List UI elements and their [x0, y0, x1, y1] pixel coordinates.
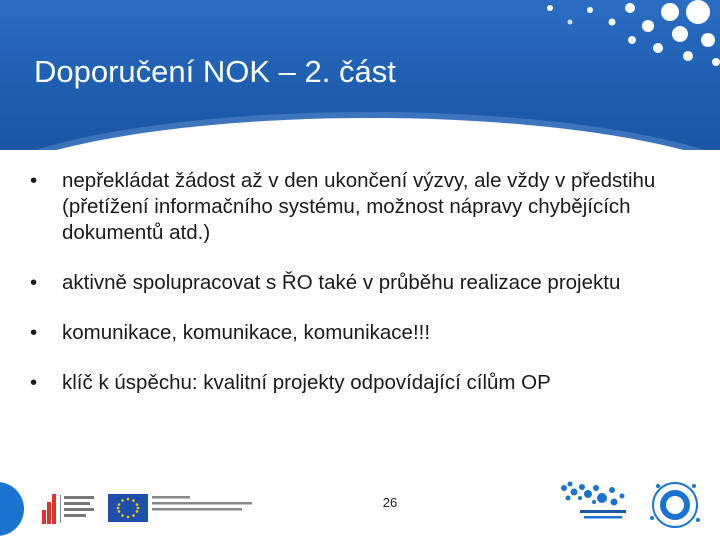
operacni-program-technicka-pomoc-logo [40, 490, 100, 526]
bullet-symbol: • [30, 321, 38, 344]
ministerstvo-pro-mistni-rozvoj-logo [644, 478, 706, 532]
bullet-symbol: • [30, 271, 38, 294]
bullet-item [30, 168, 700, 246]
bullet-item [30, 370, 700, 396]
bullet-item [30, 270, 700, 296]
bullet-list [30, 168, 700, 396]
narodni-organ-pro-koordinaci-logo [556, 478, 636, 526]
bullet-text: nepřekládat žádost až v den ukončení výzvy, ale vždy v předstihu (přetížení informačního systému, možnost nápravy chybějících dokumentů atd.) [62, 169, 656, 244]
bullet-item [30, 320, 700, 346]
bullet-symbol: • [30, 169, 38, 192]
bullet-text: komunikace, komunikace, komunikace!!! [62, 321, 431, 344]
decorative-circle [0, 482, 24, 536]
slide-title: Doporučení NOK – 2. část [34, 54, 396, 89]
bullet-text: klíč k úspěchu: kvalitní projekty odpovídající cílům OP [62, 371, 551, 394]
page-number: 26 [382, 495, 398, 510]
bullet-text: aktivně spolupracovat s ŘO také v průběhu realizace projektu [62, 271, 621, 294]
slide-header [0, 0, 720, 150]
decorative-dots [520, 0, 720, 70]
bullet-symbol: • [30, 371, 38, 394]
eu-flag-logo [108, 490, 258, 526]
